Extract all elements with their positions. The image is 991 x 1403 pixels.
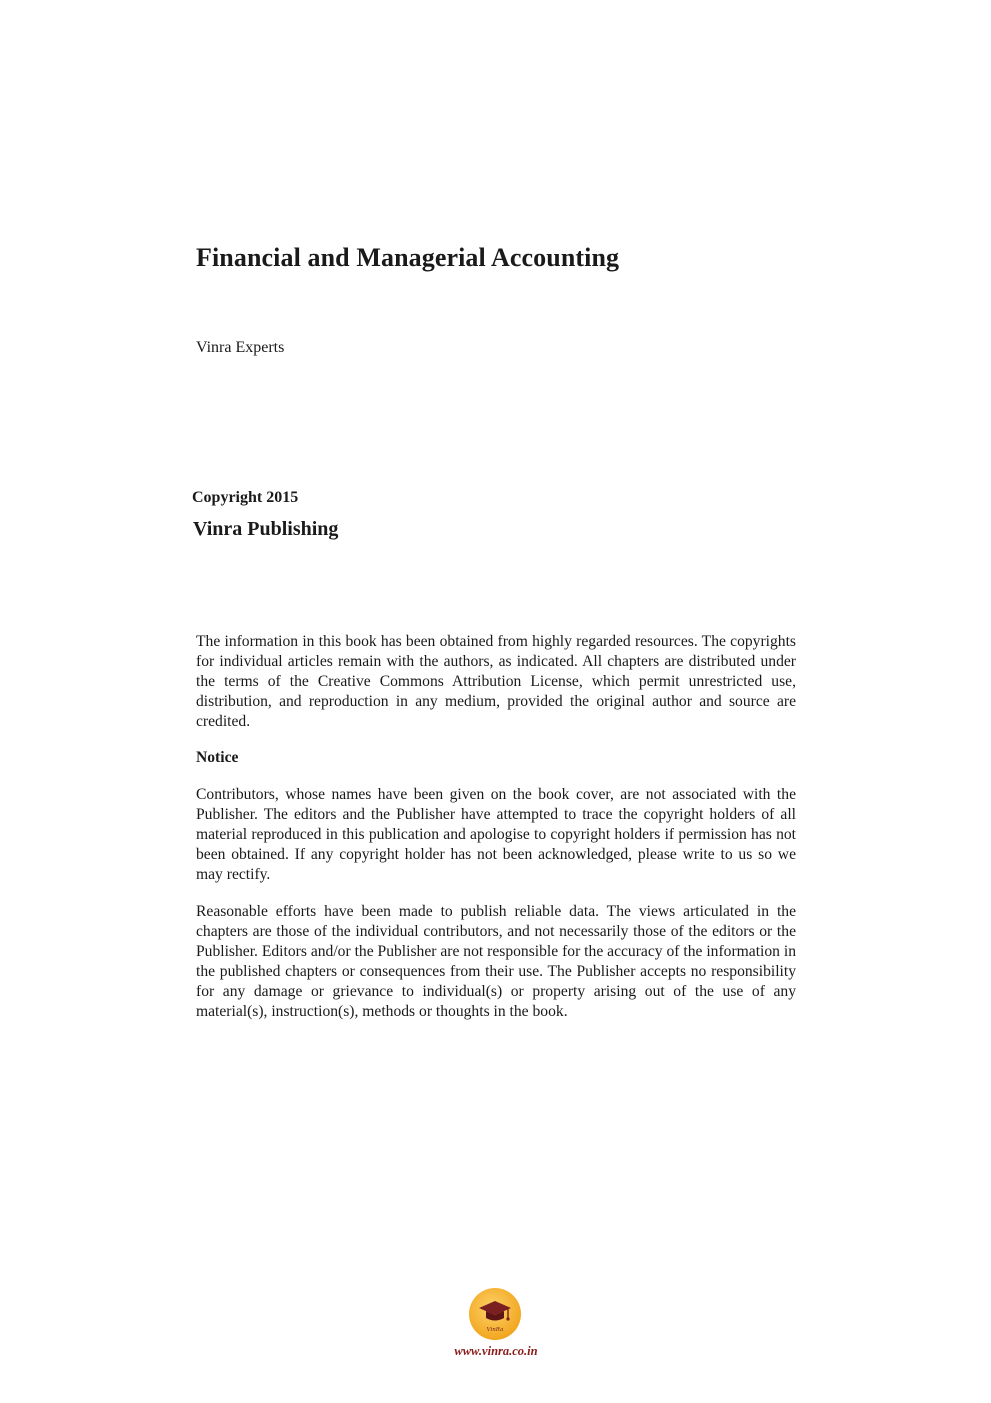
logo-wordmark: VinRa [486, 1327, 504, 1333]
notice-heading: Notice [196, 749, 239, 766]
publisher-website-link[interactable] [440, 1344, 552, 1359]
publisher-name: Vinra Publishing [193, 518, 339, 540]
publisher-url-text[interactable]: www.vinra.co.in [454, 1344, 538, 1358]
publisher-logo [468, 1287, 522, 1341]
contributors-paragraph: Contributors, whose names have been given on the book cover, are not associated with the Publisher. The editors and the Publisher have attempted to trace the copyright holders of all material reproduced in this publication and apologise to copyright holders if permission has not been obtained. If any copyright holder has not been acknowledged, please write to us so we may rectify. [196, 786, 796, 883]
copyright-notice-body [196, 632, 796, 1022]
graduation-cap-icon [468, 1287, 522, 1341]
intro-paragraph: The information in this book has been obtained from highly regarded resources. The copyrights for individual articles remain with the authors, as indicated. All chapters are distributed under the terms of the Creative Commons Attribution License, which permit unrestricted use, distribution, and reproduction in any medium, provided the original author and source are credited. [196, 633, 796, 730]
author-name: Vinra Experts [196, 339, 285, 356]
copyright-line: Copyright 2015 [192, 489, 299, 506]
book-title: Financial and Managerial Accounting [196, 243, 620, 272]
disclaimer-paragraph: Reasonable efforts have been made to publish reliable data. The views articulated in the chapters are those of the individual contributors, and not necessarily those of the editors or the Publisher. Editors and/or the Publisher are not responsible for the accuracy of the information in the published chapters or consequences from their use. The Publisher accepts no responsibility for any damage or grievance to individual(s) or property arising out of the use of any material(s), instruction(s), methods or thoughts in the book. [196, 903, 796, 1020]
